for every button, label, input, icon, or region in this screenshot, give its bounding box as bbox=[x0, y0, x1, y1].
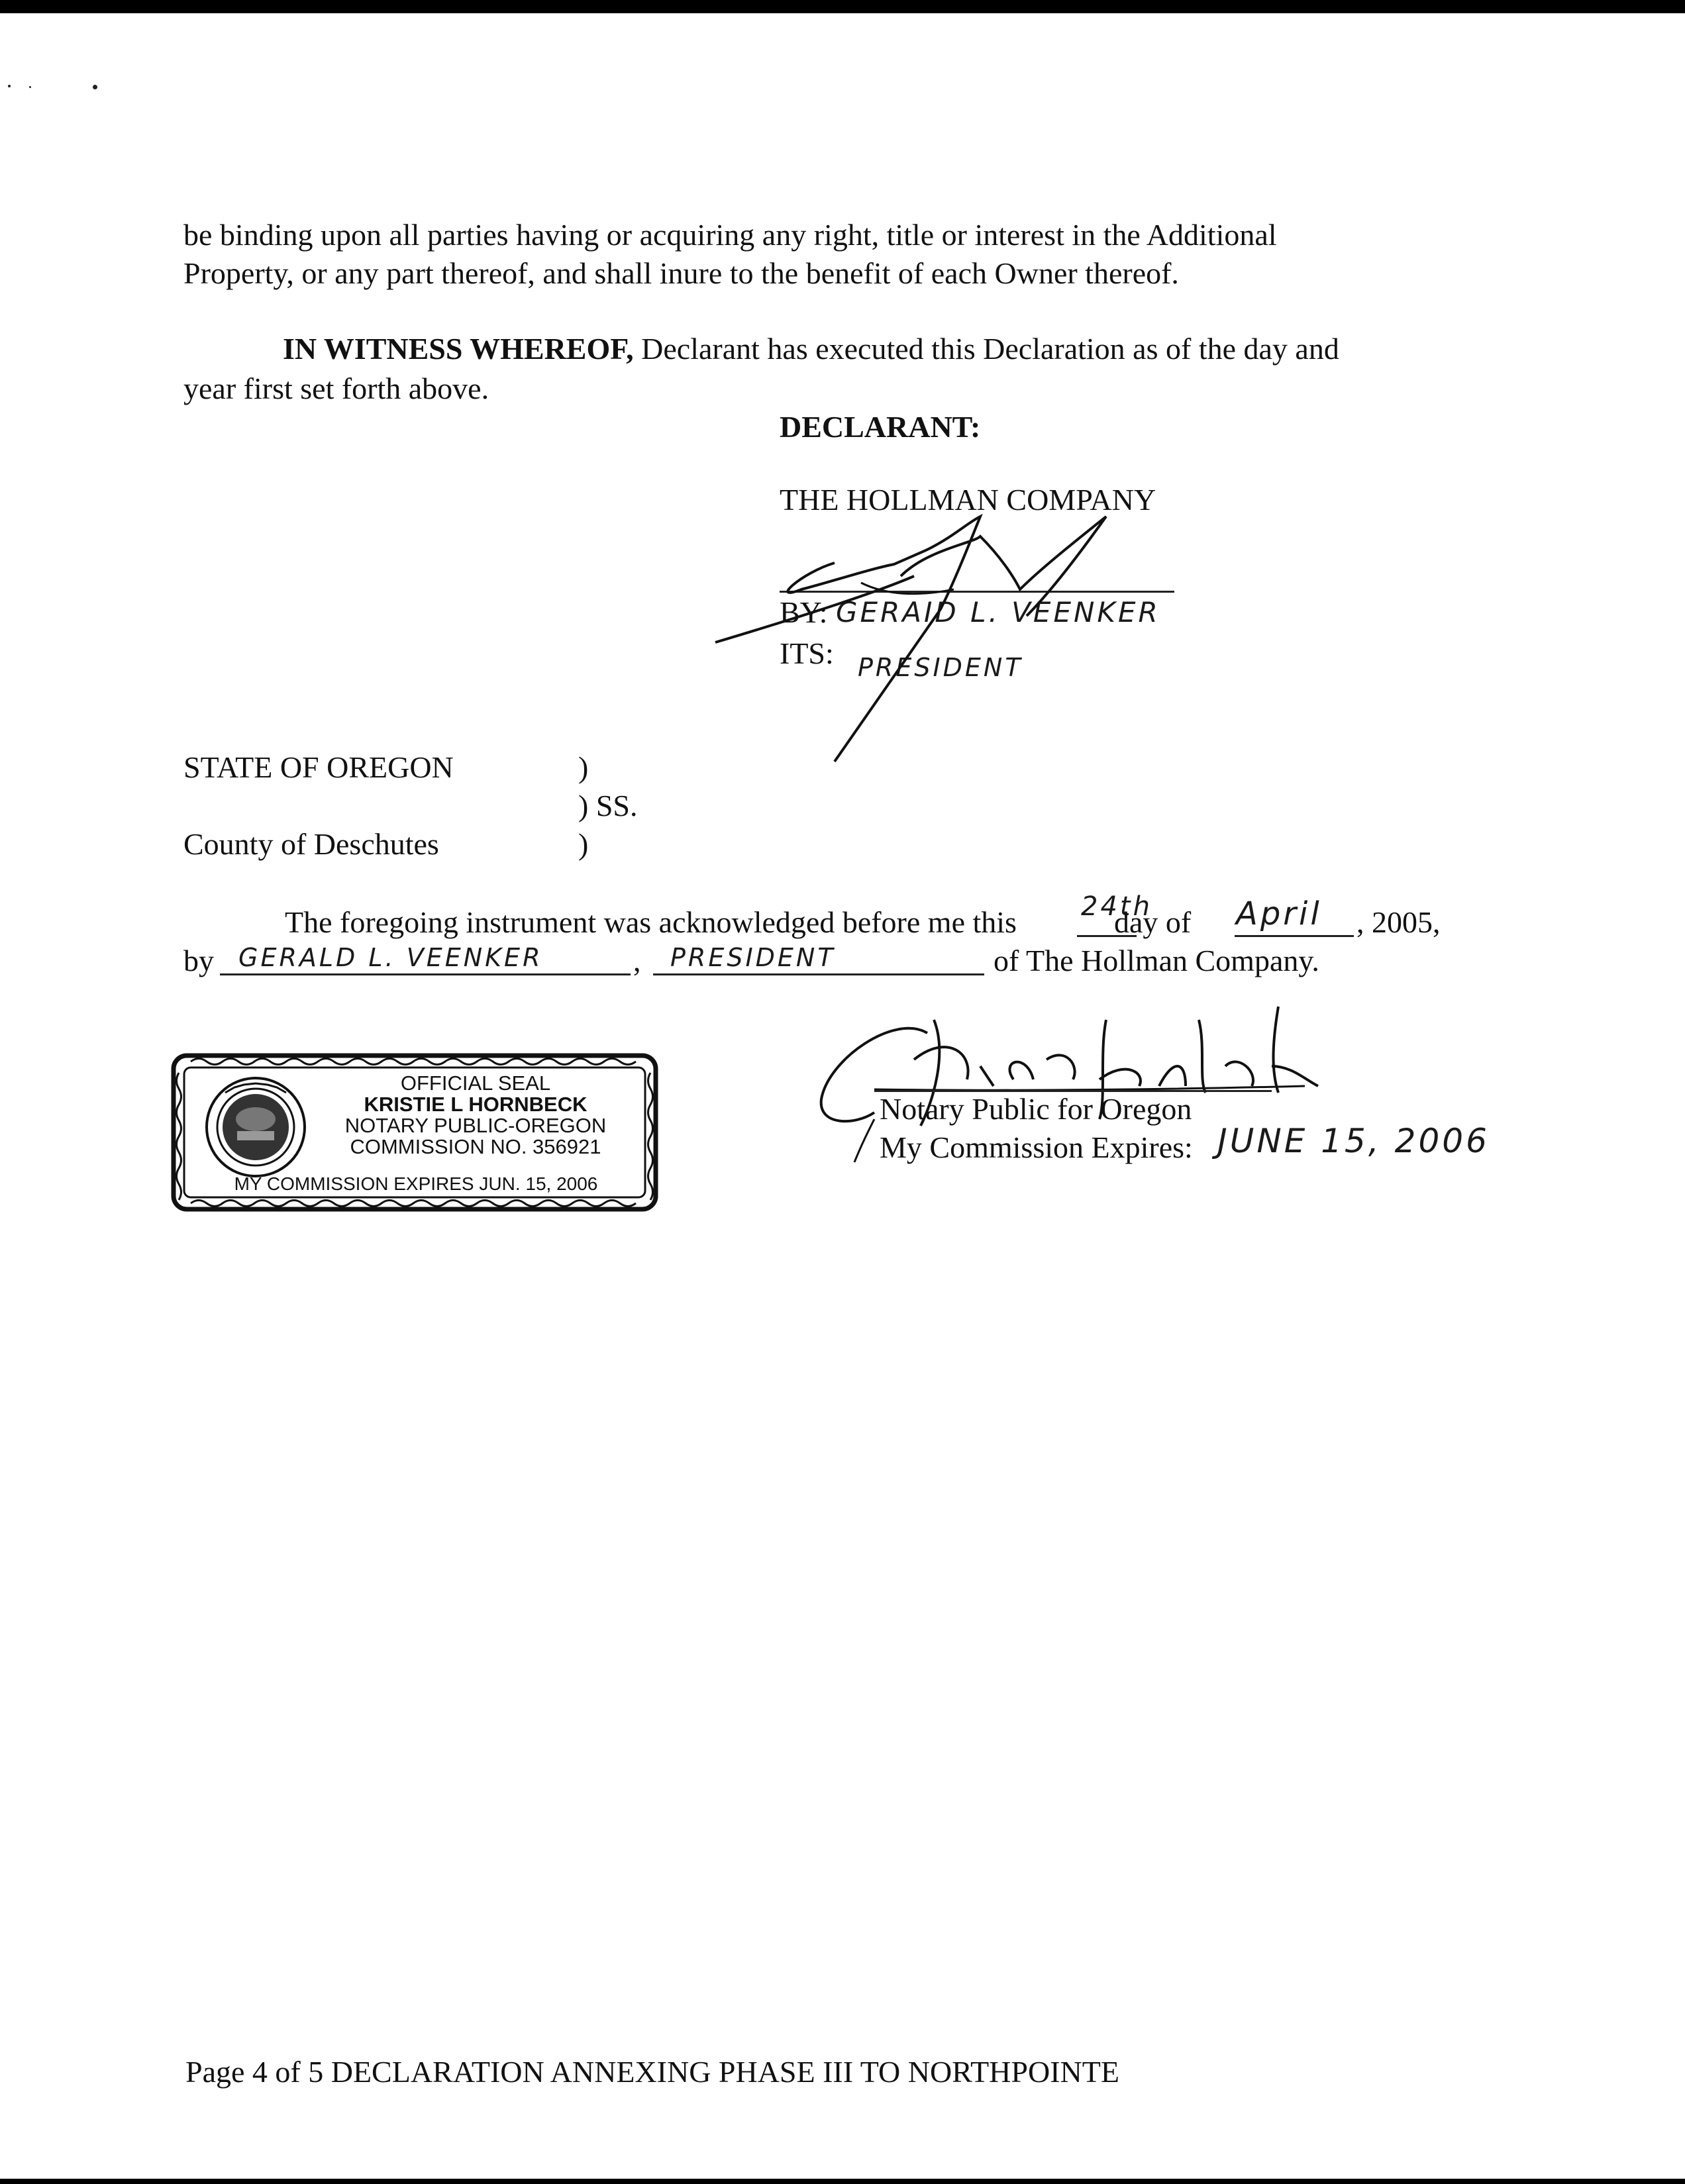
its-handwritten: PRESIDENT bbox=[858, 653, 1023, 682]
ack-company: of The Hollman Company. bbox=[994, 944, 1319, 977]
witness-line bbox=[283, 330, 1339, 368]
venue-county: County of Deschutes bbox=[183, 827, 439, 861]
month-handwritten: April bbox=[1236, 895, 1322, 932]
ack-by-label: by bbox=[183, 944, 214, 977]
witness-text: Declarant has executed this Declaration as of the day and bbox=[633, 332, 1339, 366]
body-line: Property, or any part thereof, and shall inure to the benefit of each Owner thereof. bbox=[183, 256, 1179, 290]
title-blank bbox=[653, 973, 984, 975]
ack-text-b: day of bbox=[1114, 905, 1192, 939]
ack-comma: , bbox=[633, 944, 641, 977]
scan-top-border bbox=[0, 0, 1685, 13]
witness-lead: IN WITNESS WHEREOF, bbox=[283, 332, 634, 366]
name-blank bbox=[220, 973, 631, 975]
seal-line: COMMISSION NO. 356921 bbox=[350, 1135, 601, 1158]
scan-speck bbox=[93, 85, 97, 89]
venue-paren: ) bbox=[578, 750, 589, 784]
its-label: ITS: bbox=[780, 636, 834, 670]
by-handwritten: GERAID L. VEENKER bbox=[836, 596, 1160, 628]
expires-handwritten: JUNE 15, 2006 bbox=[1217, 1122, 1490, 1160]
notary-seal bbox=[171, 1053, 658, 1212]
seal-line: KRISTIE L HORNBECK bbox=[364, 1093, 587, 1116]
notary-title: Notary Public for Oregon bbox=[880, 1092, 1192, 1126]
title-handwritten: PRESIDENT bbox=[670, 943, 836, 972]
seal-line: OFFICIAL SEAL bbox=[400, 1071, 551, 1095]
seal-line: NOTARY PUBLIC-OREGON bbox=[344, 1114, 607, 1137]
page-footer: Page 4 of 5 DECLARATION ANNEXING PHASE III TO NORTHPOINTE bbox=[185, 2055, 1119, 2089]
venue-paren: ) bbox=[578, 827, 589, 861]
ack-text-a: The foregoing instrument was acknowledged before me this bbox=[285, 905, 1017, 939]
ack-text-c: , 2005, bbox=[1356, 905, 1441, 939]
venue-state: STATE OF OREGON bbox=[183, 750, 454, 784]
month-blank bbox=[1235, 935, 1354, 937]
seal-line: MY COMMISSION EXPIRES JUN. 15, 2006 bbox=[234, 1173, 598, 1194]
body-line: be binding upon all parties having or acquiring any right, title or interest in the Additional bbox=[183, 218, 1277, 252]
witness-line2: year first set forth above. bbox=[183, 372, 489, 405]
scan-bottom-border bbox=[0, 2179, 1685, 2184]
day-handwritten: 24th bbox=[1081, 891, 1152, 922]
venue-ss: ) SS. bbox=[578, 789, 638, 822]
company-name: THE HOLLMAN COMPANY bbox=[780, 483, 1156, 517]
name-handwritten: GERALD L. VEENKER bbox=[238, 943, 543, 972]
declarant-heading: DECLARANT: bbox=[780, 410, 981, 444]
expires-label: My Commission Expires: bbox=[880, 1130, 1193, 1164]
declarant-signature bbox=[702, 510, 1166, 762]
scan-speck bbox=[8, 85, 11, 87]
by-label: BY: bbox=[780, 595, 828, 629]
scan-speck bbox=[29, 86, 31, 88]
